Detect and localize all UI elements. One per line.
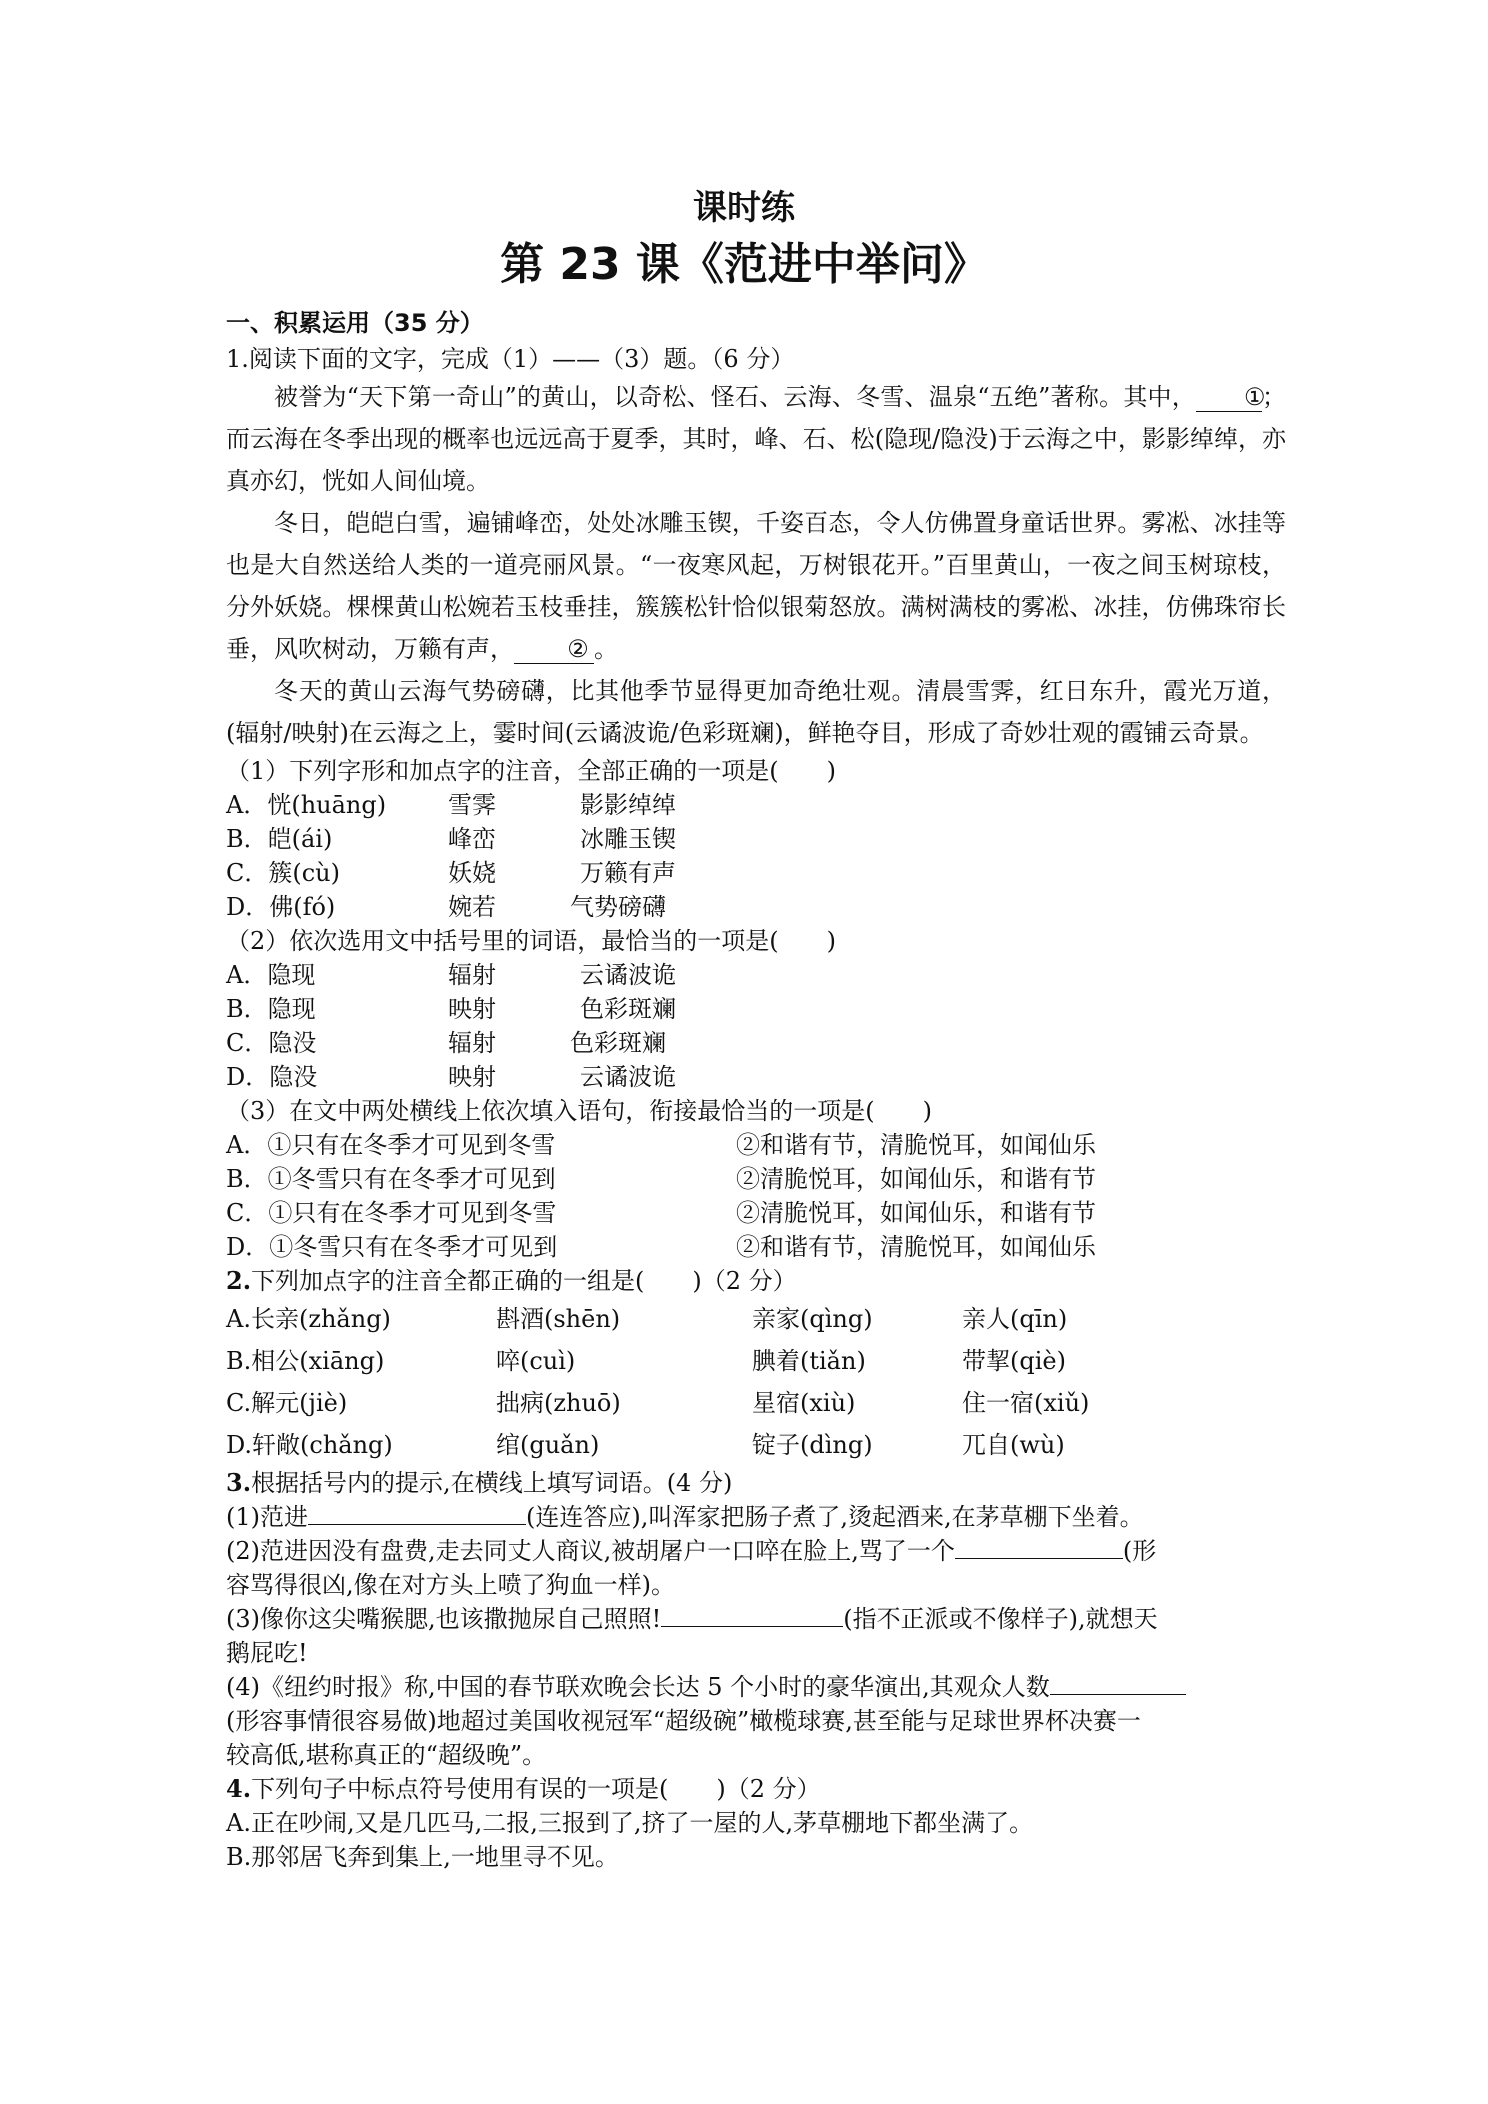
q3-item-2: (2)范进因没有盘费,走去同丈人商议,被胡屠户一口啐在脸上,骂了一个 (形 xyxy=(226,1537,1157,1565)
q1-prompt: 1.阅读下面的文字，完成（1）——（3）题。（6 分） xyxy=(226,345,795,373)
lesson-title: 第 23 课《范进中举问》 xyxy=(500,239,988,290)
q1-blank-2: ② xyxy=(514,635,594,664)
q3-item-4: (4)《纽约时报》称,中国的春节联欢晚会长达 5 个小时的豪华演出,其观众人数 xyxy=(226,1670,1286,1704)
q1-sub2-option-c: C．隐没 辐射 色彩斑斓 xyxy=(226,1029,666,1057)
q1-sub3-option-c: C．①只有在冬季才可见到冬雪 ②清脆悦耳，如闻仙乐，和谐有节 xyxy=(226,1199,1096,1227)
q4-option-b: B.那邻居飞奔到集上,一地里寻不见。 xyxy=(226,1843,619,1871)
q3-blank-4[interactable] xyxy=(1050,1694,1186,1695)
q1-sub3-option-d: D．①冬雪只有在冬季才可见到 ②和谐有节，清脆悦耳，如闻仙乐 xyxy=(226,1233,1096,1261)
q1-sub1-prompt: （1）下列字形和加点字的注音，全部正确的一项是( ) xyxy=(226,757,836,785)
q1-passage-p2: 冬日，皑皑白雪，遍铺峰峦，处处冰雕玉锲，千姿百态，令人仿佛置身童话世界。雾凇、冰挂等也是大自然送给人类的一道亮丽风景。“一夜寒风起，万树银花开。”百里黄山，一夜之间玉树琼枝，分外妖娆。棵棵黄山松婉若玉枝垂挂，簇簇松针恰似银菊怒放。满树满枝的雾凇、冰挂，仿佛珠帘长垂，风吹树动，万籁有声， ② 。 xyxy=(226,509,1286,663)
worksheet-content xyxy=(226,304,1286,1874)
q2-option-d: D.轩敞(chǎng) 绾(guǎn) 锭子(dìng) 兀自(wù) xyxy=(226,1431,1065,1459)
q3-item-4-end: 较高低,堪称真正的“超级晚”。 xyxy=(226,1741,547,1769)
q1-sub2-option-b: B．隐现 映射 色彩斑斓 xyxy=(226,995,676,1023)
q1-sub3-option-b: B．①冬雪只有在冬季才可见到 ②清脆悦耳，如闻仙乐，和谐有节 xyxy=(226,1165,1096,1193)
q2-prompt: 2.下列加点字的注音全都正确的一组是( )（2 分） xyxy=(226,1266,797,1295)
q1-passage-p1: 被誉为“天下第一奇山”的黄山，以奇松、怪石、云海、冬雪、温泉“五绝”著称。其中， ①；而云海在冬季出现的概率也远远高于夏季，其时，峰、石、松(隐现/隐没)于云海之中，影影绰绰，亦真亦幻，恍如人间仙境。 xyxy=(226,383,1286,495)
q4-option-a: A.正在吵闹,又是几匹马,二报,三报到了,挤了一屋的人,茅草棚地下都坐满了。 xyxy=(226,1809,1034,1837)
section-heading: 一、积累运用（35 分） xyxy=(226,309,484,337)
q3-blank-3[interactable] xyxy=(661,1626,843,1627)
q3-item-4-cont: (形容事情很容易做)地超过美国收视冠军“超级碗”橄榄球赛,甚至能与足球世界杯决赛一 xyxy=(226,1707,1141,1735)
q3-item-2-cont: 容骂得很凶,像在对方头上喷了狗血一样)。 xyxy=(226,1571,675,1599)
q2-option-a: A.长亲(zhǎng) 斟酒(shēn) 亲家(qìng) 亲人(qīn) xyxy=(226,1305,1068,1333)
q1-sub1-option-c: C．簇(cù) 妖娆 万籁有声 xyxy=(226,859,676,887)
q3-item-3: (3)像你这尖嘴猴腮,也该撒抛尿自己照照! (指不正派或不像样子),就想天 xyxy=(226,1605,1158,1633)
worksheet-title: 课时练 xyxy=(693,188,795,228)
q3-prompt: 3.根据括号内的提示,在横线上填写词语。(4 分) xyxy=(226,1468,733,1497)
q1-sub1-option-d: D．佛(fó) 婉若 气势磅礴 xyxy=(226,893,666,921)
q3-blank-1[interactable] xyxy=(308,1524,526,1525)
q3-blank-2[interactable] xyxy=(955,1558,1123,1559)
q1-sub1-option-b: B．皑(ái) 峰峦 冰雕玉锲 xyxy=(226,825,676,853)
q1-sub2-option-a: A．隐现 辐射 云谲波诡 xyxy=(226,961,676,989)
q1-blank-1: ① xyxy=(1196,383,1262,412)
q1-sub3-option-a: A．①只有在冬季才可见到冬雪 ②和谐有节，清脆悦耳，如闻仙乐 xyxy=(226,1131,1096,1159)
q3-item-3-cont: 鹅屁吃! xyxy=(226,1639,308,1667)
q1-passage-p3: 冬天的黄山云海气势磅礴，比其他季节显得更加奇绝壮观。清晨雪霁，红日东升，霞光万道，(辐射/映射)在云海之上，霎时间(云谲波诡/色彩斑斓)，鲜艳夺目，形成了奇妙壮观的霞铺云奇景。 xyxy=(226,677,1286,747)
q2-option-c: C.解元(jiè) 拙病(zhuō) 星宿(xiù) 住一宿(xiǔ) xyxy=(226,1389,1090,1417)
q3-item-1: (1)范进 (连连答应),叫浑家把肠子煮了,烫起酒来,在茅草棚下坐着。 xyxy=(226,1503,1144,1531)
q4-prompt: 4.下列句子中标点符号使用有误的一项是( )（2 分） xyxy=(226,1774,821,1803)
q1-sub2-prompt: （2）依次选用文中括号里的词语，最恰当的一项是( ) xyxy=(226,927,836,955)
q2-option-b: B.相公(xiāng) 啐(cuì) 腆着(tiǎn) 带挈(qiè) xyxy=(226,1347,1066,1375)
q1-sub3-prompt: （3）在文中两处横线上依次填入语句，衔接最恰当的一项是( ) xyxy=(226,1097,932,1125)
q1-sub1-option-a: A．恍(huāng) 雪霁 影影绰绰 xyxy=(226,791,676,819)
q1-sub2-option-d: D．隐没 映射 云谲波诡 xyxy=(226,1063,676,1091)
